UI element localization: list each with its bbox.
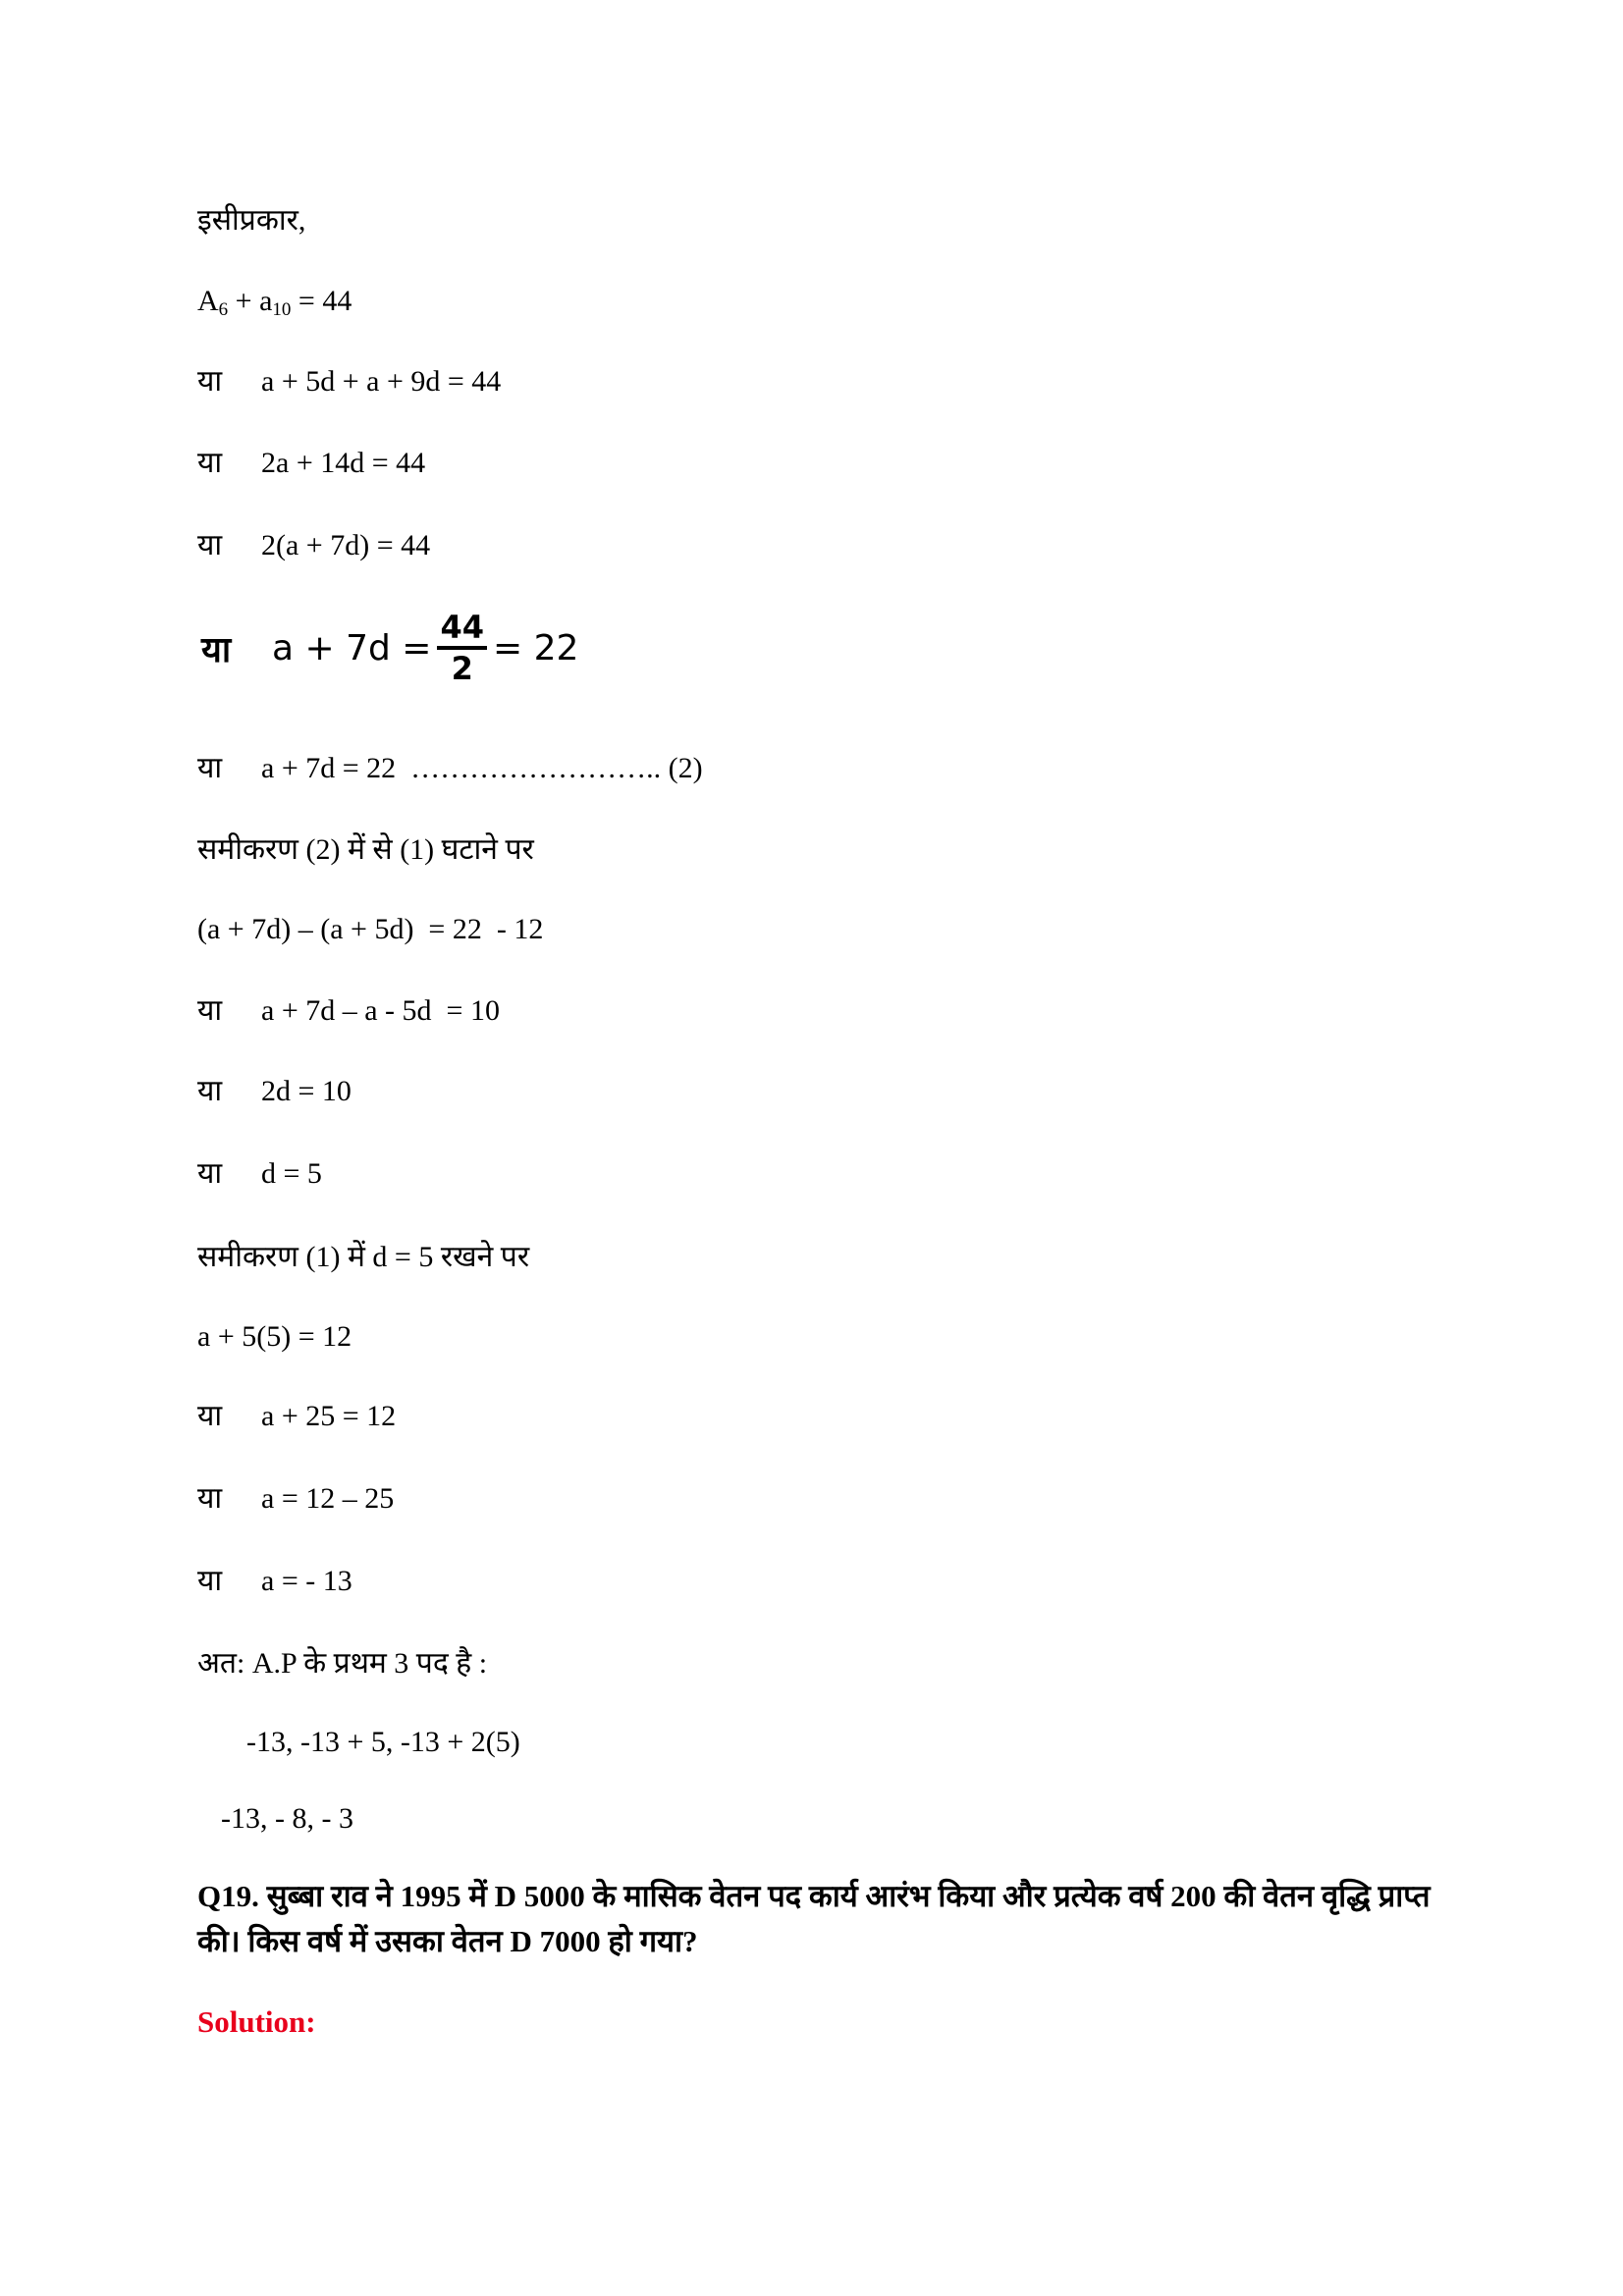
equation-line [197, 1564, 352, 1599]
ya-label: या [197, 1400, 223, 1432]
eq-part: A [197, 285, 219, 317]
eq-part: = 44 [291, 285, 352, 317]
equation-line [197, 993, 500, 1029]
ya-label: या [197, 529, 223, 561]
ya-label: या [197, 1075, 223, 1107]
equation: a + 7d = 22 …………………….. (2) [261, 752, 703, 784]
ya-label: या [197, 365, 223, 398]
equation-right: = 22 [493, 627, 579, 668]
equation-line: a + 5(5) = 12 [197, 1320, 352, 1353]
equation: a + 25 = 12 [261, 1400, 397, 1432]
ya-label: या [197, 1482, 223, 1515]
intro-text: इसीप्रकार, [197, 204, 306, 237]
equation-line [197, 1156, 322, 1192]
equation-line [197, 446, 425, 481]
equation: a + 5d + a + 9d = 44 [261, 365, 502, 398]
text-line: समीकरण (2) में से (1) घटाने पर [197, 833, 534, 866]
equation-line [197, 364, 501, 400]
equation-line [197, 1074, 352, 1109]
terms-result: -13, - 8, - 3 [221, 1802, 353, 1835]
fraction-equation [201, 609, 578, 687]
equation: d = 5 [261, 1157, 322, 1190]
equation-line [197, 528, 430, 563]
text-line: समीकरण (1) में d = 5 रखने पर [197, 1241, 530, 1273]
equation: 2(a + 7d) = 44 [261, 529, 431, 561]
equation-left: a + 7d = [272, 627, 432, 668]
ya-label: या [201, 629, 232, 670]
ya-label: या [197, 447, 223, 479]
equation-line [197, 284, 352, 319]
equation-line [197, 1481, 394, 1517]
subscript: 10 [272, 299, 292, 320]
equation: a + 7d – a - 5d = 10 [261, 994, 500, 1027]
equation: 2d = 10 [261, 1075, 352, 1107]
equation-line [197, 751, 703, 786]
ya-label: या [197, 1157, 223, 1190]
ya-label: या [197, 994, 223, 1027]
text-line: अत: A.P के प्रथम 3 पद है : [197, 1647, 488, 1680]
equation: a = 12 – 25 [261, 1482, 395, 1515]
eq-part: + a [228, 285, 273, 317]
ya-label: या [197, 1565, 223, 1597]
equation: a = - 13 [261, 1565, 352, 1597]
equation-line: (a + 7d) – (a + 5d) = 22 - 12 [197, 913, 544, 945]
equation-line [197, 1399, 396, 1434]
equation: 2a + 14d = 44 [261, 447, 426, 479]
denominator: 2 [451, 650, 473, 687]
numerator: 44 [437, 609, 487, 650]
solution-label: Solution: [197, 2004, 316, 2039]
ya-label: या [197, 752, 223, 784]
subscript: 6 [218, 299, 229, 320]
question-q19: Q19. सुब्बा राव ने 1995 में D 5000 के मासिक वेतन पद कार्य आरंभ किया और प्रत्येक वर्ष 200 की वेतन वृद्धि प्राप्त की। किस वर्ष में उसका वेतन D 7000 हो गया? [197, 1879, 1431, 1958]
terms-expression: -13, -13 + 5, -13 + 2(5) [246, 1726, 520, 1758]
fraction [437, 609, 487, 687]
